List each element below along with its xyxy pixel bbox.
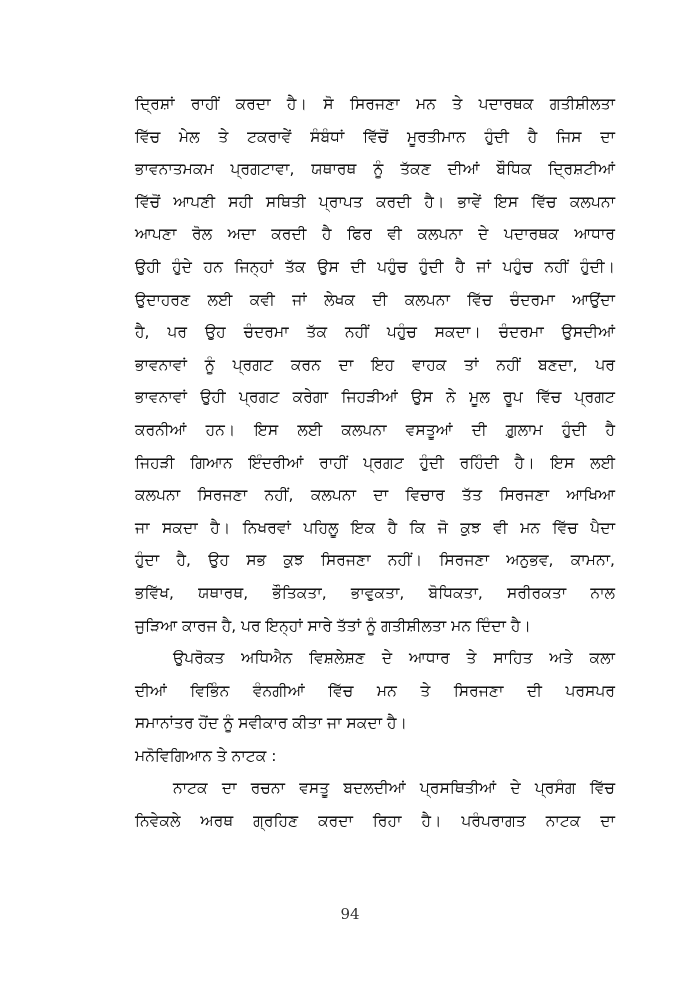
paragraph-1 [135, 88, 615, 642]
text-line: ਜੁੜਿਆ ਕਾਰਜ ਹੈ, ਪਰ ਇਨ੍ਹਾਂ ਸਾਰੇ ਤੱਤਾਂ ਨੂੰ ਗਤੀਸ਼ੀਲਤਾ ਮਨ ਦਿੰਦਾ ਹੈ। [135, 616, 531, 635]
text-line: ਵਿੱਚ ਮੇਲ ਤੇ ਟਕਰਾਵੇਂ ਸੰਬੰਧਾਂ ਵਿੱਚੋਂ ਮੂਰਤੀਮਾਨ ਹੁੰਦੀ ਹੈ ਜਿਸ ਦਾ [135, 127, 615, 146]
text-line: ਨਿਵੇਕਲੇ ਅਰਥ ਗ੍ਰਹਿਣ ਕਰਦਾ ਰਿਹਾ ਹੈ। ਪਰੰਪਰਾਗਤ ਨਾਟਕ ਦਾ [135, 812, 615, 831]
text-line: ਦੀਆਂ ਵਿਭਿੰਨ ਵੰਨਗੀਆਂ ਵਿੱਚ ਮਨ ਤੇ ਸਿਰਜਣਾ ਦੀ ਪਰਸਪਰ [135, 681, 615, 700]
text-line: ਭਾਵਨਾਵਾਂ ਉਹੀ ਪ੍ਰਗਟ ਕਰੇਗਾ ਜਿਹੜੀਆਂ ਉਸ ਨੇ ਮੂਲ ਰੂਪ ਵਿੱਚ ਪ੍ਰਗਟ [135, 388, 615, 407]
section-heading: ਮਨੋਵਿਗਿਆਨ ਤੇ ਨਾਟਕ : [135, 746, 277, 765]
page-number: 94 [340, 905, 360, 923]
text-line: ਆਪਣਾ ਰੋਲ ਅਦਾ ਕਰਦੀ ਹੈ ਫਿਰ ਵੀ ਕਲਪਨਾ ਦੇ ਪਦਾਰਥਕ ਆਧਾਰ [135, 225, 615, 244]
paragraph-2 [135, 642, 615, 740]
text-line: ਭਾਵਨਾਵਾਂ ਨੂੰ ਪ੍ਰਗਟ ਕਰਨ ਦਾ ਇਹ ਵਾਹਕ ਤਾਂ ਨਹੀਂ ਬਣਦਾ, ਪਰ [135, 355, 615, 374]
text-line: ਭਾਵਨਾਤਮਕਮ ਪ੍ਰਗਟਾਵਾ, ਯਥਾਰਥ ਨੂੰ ਤੱਕਣ ਦੀਆਂ ਬੌਧਿਕ ਦ੍ਰਿਸ਼ਟੀਆਂ [135, 160, 615, 179]
text-line: ਹੈ, ਪਰ ਉਹ ਚੰਦਰਮਾ ਤੱਕ ਨਹੀਂ ਪਹੁੰਚ ਸਕਦਾ। ਚੰਦਰਮਾ ਉਸਦੀਆਂ [135, 323, 615, 342]
text-line: ਉਦਾਹਰਣ ਲਈ ਕਵੀ ਜਾਂ ਲੇਖਕ ਦੀ ਕਲਪਨਾ ਵਿੱਚ ਚੰਦਰਮਾ ਆਉਂਦਾ [135, 290, 615, 309]
text-line: ਜਾ ਸਕਦਾ ਹੈ। ਨਿਖਰਵਾਂ ਪਹਿਲੂ ਇਕ ਹੈ ਕਿ ਜੋ ਕੁਝ ਵੀ ਮਨ ਵਿੱਚ ਪੈਦਾ [135, 518, 615, 537]
text-line: ਹੁੰਦਾ ਹੈ, ਉਹ ਸਭ ਕੁਝ ਸਿਰਜਣਾ ਨਹੀਂ। ਸਿਰਜਣਾ ਅਨੁਭਵ, ਕਾਮਨਾ, [135, 551, 615, 570]
text-line: ਦ੍ਰਿਸ਼ਾਂ ਰਾਹੀਂ ਕਰਦਾ ਹੈ। ਸੋ ਸਿਰਜਣਾ ਮਨ ਤੇ ਪਦਾਰਥਕ ਗਤੀਸ਼ੀਲਤਾ [135, 95, 615, 113]
text-line: ਭਵਿੱਖ, ਯਥਾਰਥ, ਭੌਤਿਕਤਾ, ਭਾਵੁਕਤਾ, ਬੋਧਿਕਤਾ, ਸਰੀਰਕਤਾ ਨਾਲ [135, 583, 615, 602]
text-line: ਉਪਰੋਕਤ ਅਧਿਐਨ ਵਿਸ਼ਲੇਸ਼ਣ ਦੇ ਆਧਾਰ ਤੇ ਸਾਹਿਤ ਅਤੇ ਕਲਾ [173, 649, 615, 668]
text-line: ਕਲਪਨਾ ਸਿਰਜਣਾ ਨਹੀਂ, ਕਲਪਨਾ ਦਾ ਵਿਚਾਰ ਤੱਤ ਸਿਰਜਣਾ ਆਖਿਆ [135, 486, 615, 505]
text-line: ਨਾਟਕ ਦਾ ਰਚਨਾ ਵਸਤੂ ਬਦਲਦੀਆਂ ਪ੍ਰਸਥਿਤੀਆਂ ਦੇ ਪ੍ਰਸੰਗ ਵਿੱਚ [173, 779, 615, 798]
text-line: ਜਿਹੜੀ ਗਿਆਨ ਇੰਦਰੀਆਂ ਰਾਹੀਂ ਪ੍ਰਗਟ ਹੁੰਦੀ ਰਹਿੰਦੀ ਹੈ। ਇਸ ਲਈ [135, 453, 615, 472]
body-text [135, 88, 615, 838]
text-line: ਸਮਾਨਾਂਤਰ ਹੋਂਦ ਨੂੰ ਸਵੀਕਾਰ ਕੀਤਾ ਜਾ ਸਕਦਾ ਹੈ। [135, 714, 407, 733]
text-line: ਉਹੀ ਹੁੰਦੇ ਹਨ ਜਿਨ੍ਹਾਂ ਤੱਕ ਉਸ ਦੀ ਪਹੁੰਚ ਹੁੰਦੀ ਹੈ ਜਾਂ ਪਹੁੰਚ ਨਹੀਂ ਹੁੰਦੀ। [135, 257, 615, 276]
paragraph-3 [135, 772, 615, 837]
text-line: ਕਰਨੀਆਂ ਹਨ। ਇਸ ਲਈ ਕਲਪਨਾ ਵਸਤੂਆਂ ਦੀ ਗ਼ੁਲਾਮ ਹੁੰਦੀ ਹੈ [135, 420, 615, 439]
text-line: ਵਿੱਚੋਂ ਆਪਣੀ ਸਹੀ ਸਥਿਤੀ ਪ੍ਰਾਪਤ ਕਰਦੀ ਹੈ। ਭਾਵੇਂ ਇਸ ਵਿੱਚ ਕਲਪਨਾ [135, 192, 615, 211]
